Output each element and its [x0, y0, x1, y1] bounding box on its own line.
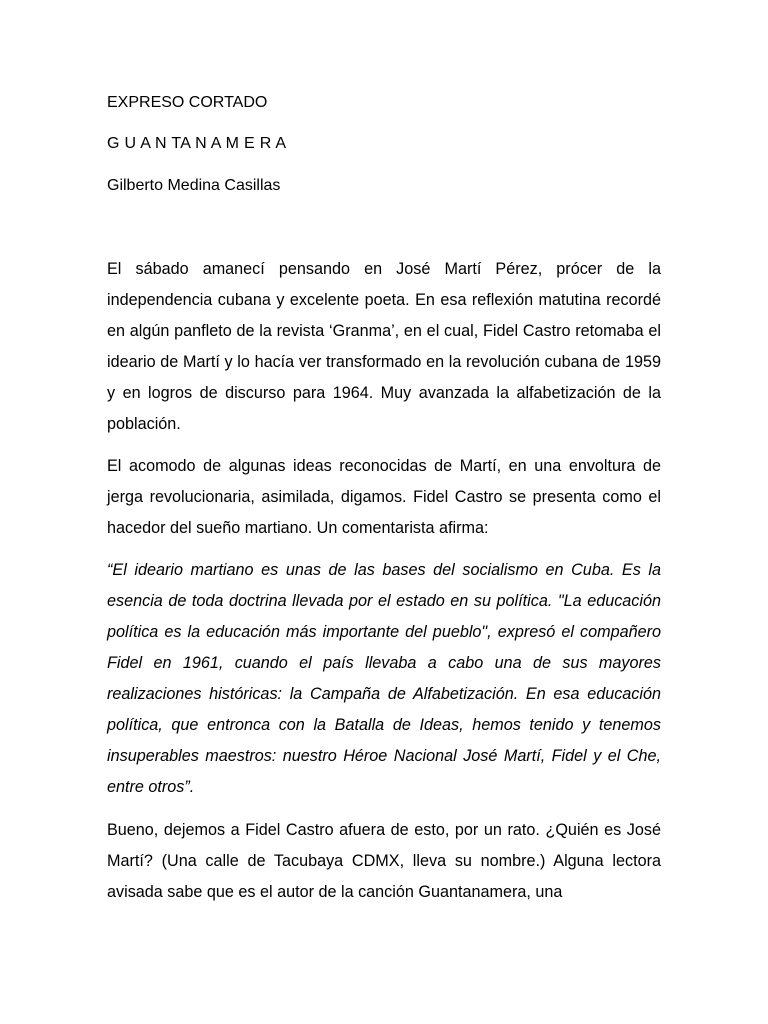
paragraph: El sábado amanecí pensando en José Martí Pérez, prócer de la independencia cubana y excelente poeta. En esa reflexión matutina recordé en algún panfleto de la revista ‘Granma’, en el cual, Fidel Castro retomaba el ideario de Martí y lo hacía ver transformado en la revolución cubana de 1959 y en logros de discurso para 1964. Muy avanzada la alfabetización de la población.	[107, 260, 661, 433]
paragraph: Bueno, dejemos a Fidel Castro afuera de esto, por un rato. ¿Quién es José Martí? (Una calle de Tacubaya CDMX, lleva su nombre.) Alguna lectora avisada sabe que es el autor de la canción Guantanamera, una	[107, 821, 661, 901]
document-subtitle: G U A N TA N A M E R A	[107, 135, 287, 152]
paragraph: El acomodo de algunas ideas reconocidas de Martí, en una envoltura de jerga revolucionaria, asimilada, digamos. Fidel Castro se presenta como el hacedor del sueño martiano. Un comentarista afirma:	[107, 457, 661, 537]
author-name: Gilberto Medina Casillas	[107, 177, 281, 194]
quote-paragraph: “El ideario martiano es unas de las bases del socialismo en Cuba. Es la esencia de toda doctrina llevada por el estado en su política. "La educación política es la educación más importante del pueblo", expresó el compañero Fidel en 1961, cuando el país llevaba a cabo una de sus mayores realizaciones históricas: la Campaña de Alfabetización. En esa educación política, que entronca con la Batalla de Ideas, hemos tenido y tenemos insuperables maestros: nuestro Héroe Nacional José Martí, Fidel y el Che, entre otros”.	[107, 561, 661, 796]
document-title: EXPRESO CORTADO	[107, 94, 268, 111]
